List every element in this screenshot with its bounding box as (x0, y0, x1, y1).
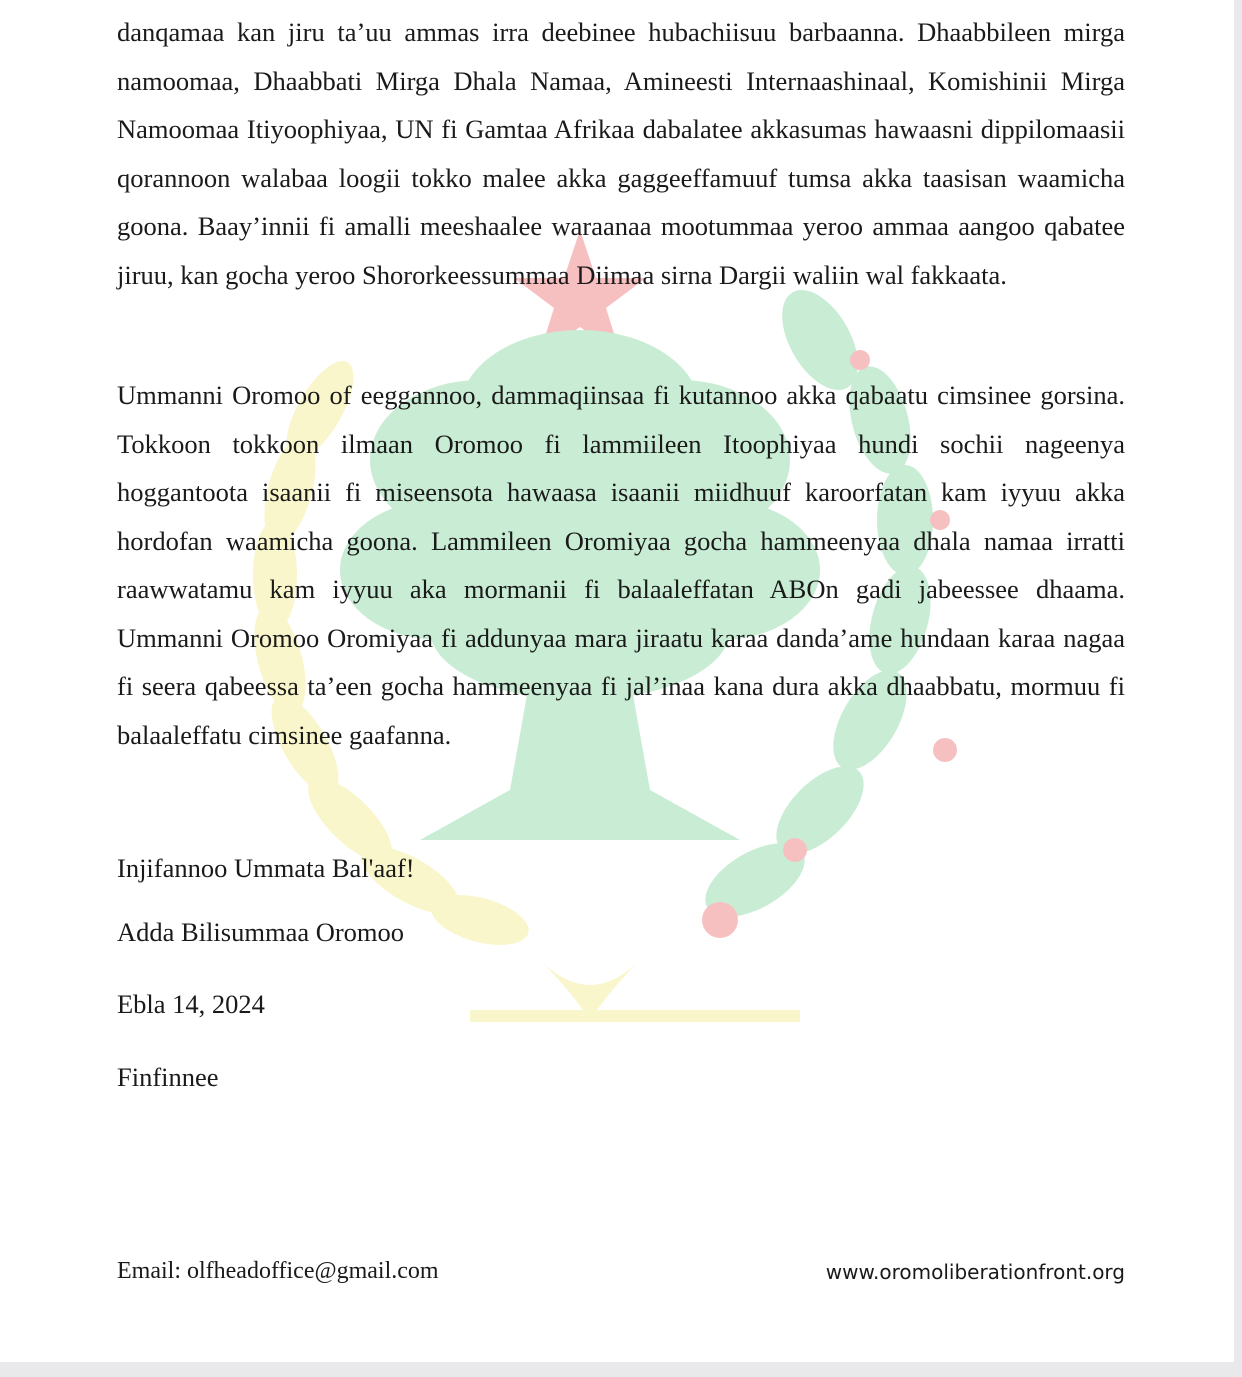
closing-organization: Adda Bilisummaa Oromoo (117, 917, 405, 947)
closing-slogan: Injifannoo Ummata Bal'aaf! (117, 853, 415, 883)
footer-website: www.oromoliberationfront.org (825, 1260, 1125, 1284)
paragraph-text: Ummanni Oromoo of eeggannoo, dammaqiinsaa fi kutannoo akka qabaatu cimsinee gorsina. Tokkoon tokkoon ilmaan Oromoo fi lammiileen Itoophiyaa hundi sochii nageenya hoggantoota isaanii fi miseensota hawaasa isaanii miidhuuf karoorfatan kam iyyuu akka hordofan waamicha goona. Lammileen Oromiyaa gocha hammeenyaa dhala namaa irratti raawwatamu kam iyyuu aka mormanii fi balaaleffatan ABOn gadi jabeessee dhaama. Ummanni Oromoo Oromiyaa fi addunyaa mara jiraatu karaa danda’ame hundaan karaa nagaa fi seera qabeessa ta’een gocha hammeenyaa fi jal’inaa kana dura akka dhaabbatu, mormuu fi balaaleffatu cimsinee gaafanna. (117, 380, 1125, 750)
footer-email: Email: olfheadoffice@gmail.com (117, 1258, 439, 1284)
closing-place: Finfinnee (117, 1062, 219, 1092)
body-paragraph-2 (117, 371, 1125, 759)
body-paragraph-1 (117, 8, 1125, 299)
closing-date: Ebla 14, 2024 (117, 989, 265, 1019)
paragraph-text: danqamaa kan jiru ta’uu ammas irra deebinee hubachiisuu barbaanna. Dhaabbileen mirga namoomaa, Dhaabbati Mirga Dhala Namaa, Amineesti Internaashinaal, Komishinii Mirga Namoomaa Itiyoophiyaa, UN fi Gamtaa Afrikaa dabalatee akkasumas hawaasni dippilomaasii qorannoon walabaa loogii tokko malee akka gaggeeffamuuf tumsa akka taasisan waamicha goona. Baay’innii fi amalli meeshaalee waraanaa mootummaa yeroo ammaa aangoo qabatee jiruu, kan gocha yeroo Shororkeessummaa Diimaa sirna Dargii waliin wal fakkaata. (117, 17, 1125, 290)
